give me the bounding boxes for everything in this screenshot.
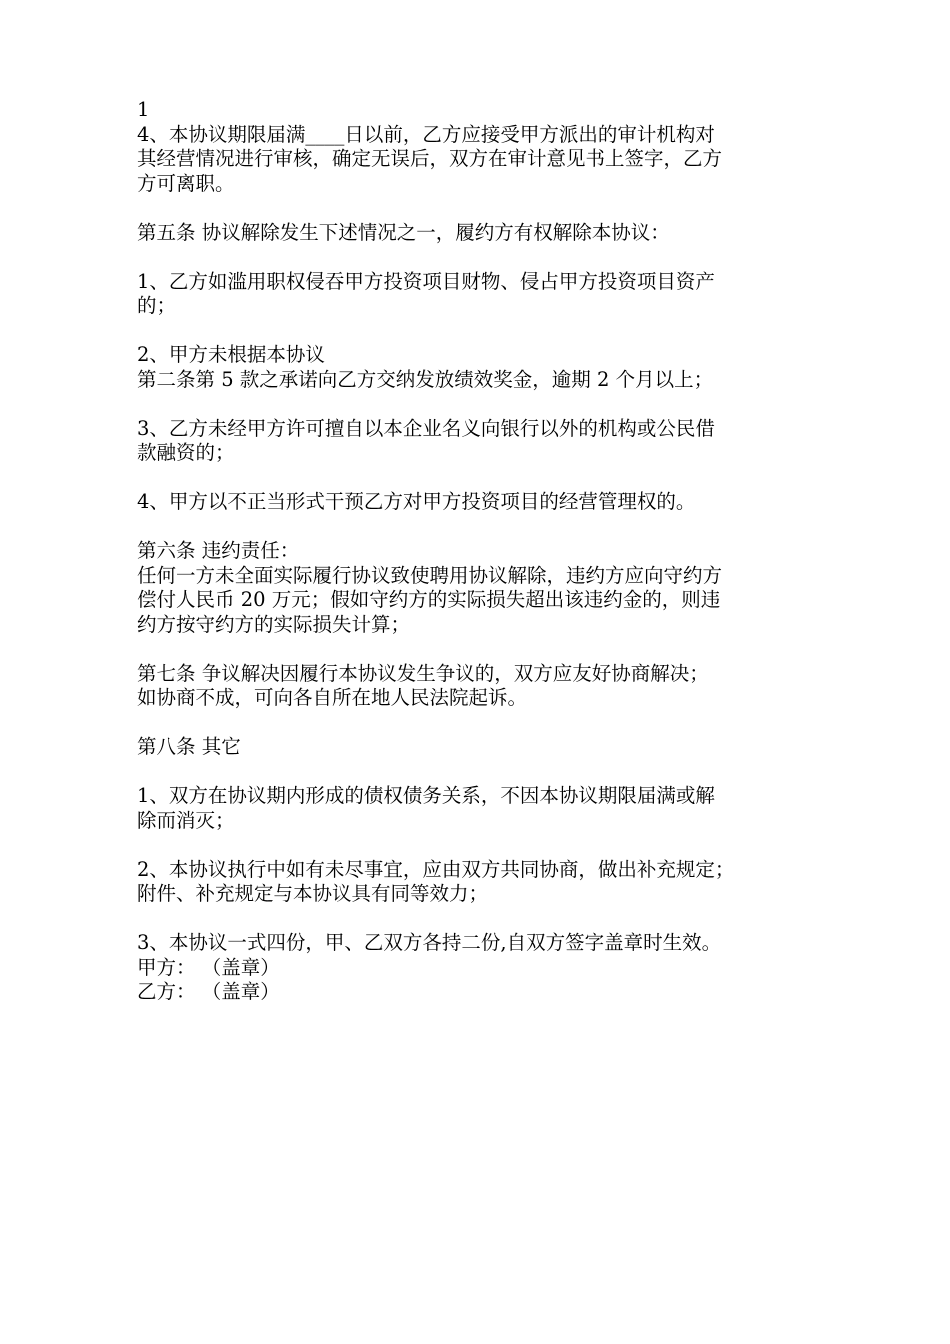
clause-4-line-3: 方可离职。 (137, 171, 235, 195)
paragraph-gap (137, 245, 827, 270)
paragraph-gap (137, 392, 827, 417)
paragraph-gap (137, 515, 827, 540)
article-6-line-2: 偿付人民币 20 万元；假如守约方的实际损失超出该违约金的，则违 (137, 588, 721, 611)
paragraph-gap (137, 760, 827, 785)
article-5-item-4: 4、甲方以不正当形式干预乙方对甲方投资项目的经营管理权的。 (137, 490, 696, 513)
article-6-line-1: 任何一方未全面实际履行协议致使聘用协议解除，违约方应向守约方 (137, 563, 723, 587)
article-8-item-3: 3、本协议一式四份，甲、乙双方各持二份,自双方签字盖章时生效。 (137, 931, 722, 954)
article-5-heading: 第五条 协议解除发生下述情况之一，履约方有权解除本协议： (137, 220, 670, 244)
article-8-heading: 第八条 其它 (137, 735, 241, 758)
article-8-item-1-line-1: 1、双方在协议期内形成的债权债务关系，不因本协议期限届满或解 (137, 784, 715, 807)
article-5-item-1-line-2: 的； (137, 294, 177, 317)
paragraph-gap (137, 466, 827, 491)
document-page (137, 98, 827, 1005)
article-5-item-2-line-1: 2、甲方未根据本协议 (137, 343, 325, 366)
clause-4-line-2: 其经营情况进行审核，确定无误后，双方在审计意见书上签字，乙方 (137, 147, 723, 170)
article-5-item-3-line-2: 款融资的； (137, 441, 235, 464)
paragraph-gap (137, 711, 827, 736)
article-6-line-3: 约方按守约方的实际损失计算； (137, 612, 411, 636)
page-number: 1 (137, 98, 150, 121)
paragraph-gap (137, 637, 827, 662)
article-5-item-1-line-1: 1、乙方如滥用职权侵吞甲方投资项目财物、侵占甲方投资项目资产 (137, 269, 715, 293)
paragraph-gap (137, 319, 827, 344)
article-5-item-2-line-2: 第二条第 5 款之承诺向乙方交纳发放绩效奖金，逾期 2 个月以上； (137, 367, 714, 391)
party-b-seal-line: 乙方： （盖章） (137, 980, 280, 1003)
article-6-heading: 第六条 违约责任： (137, 539, 300, 562)
article-7-line-1: 第七条 争议解决因履行本协议发生争议的，双方应友好协商解决； (137, 661, 709, 685)
clause-4-line-1: 4、本协议期限届满____日以前，乙方应接受甲方派出的审计机构对 (137, 122, 715, 146)
party-a-seal-line: 甲方： （盖章） (137, 955, 280, 979)
article-8-item-2-line-1: 2、本协议执行中如有未尽事宜，应由双方共同协商，做出补充规定； (137, 857, 735, 881)
article-5-item-3-line-1: 3、乙方未经甲方许可擅自以本企业名义向银行以外的机构或公民借 (137, 416, 715, 440)
paragraph-gap (137, 833, 827, 858)
article-8-item-1-line-2: 除而消灭； (137, 808, 235, 832)
paragraph-gap (137, 907, 827, 932)
paragraph-gap (137, 196, 827, 221)
article-8-item-2-line-2: 附件、补充规定与本协议具有同等效力； (137, 882, 489, 905)
article-7-line-2: 如协商不成，可向各自所在地人民法院起诉。 (137, 686, 528, 709)
